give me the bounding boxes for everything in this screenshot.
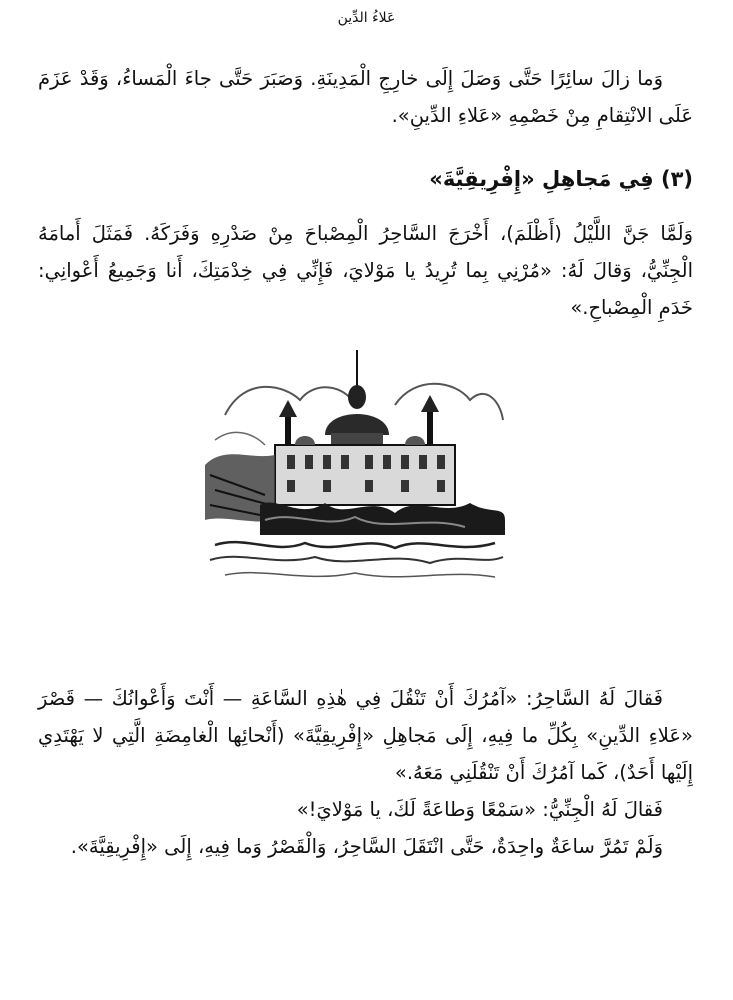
paragraph-sorcerer-command: فَقالَ لَهُ السَّاحِرُ: «آمُرُكَ أَنْ تَنْقُلَ فِي هٰذِهِ السَّاعَةِ — أَنْتَ وَأَعْوانُكَ — قَصْرَ «عَلاءِ الدِّينِ» بِكُلِّ ما فِيهِ، إِلَى مَجاهِلِ «إِفْرِيقِيَّةَ» (أَنْحائِها الْغامِضَةِ الَّتِي لا يَهْتَدِي إِلَيْها أَحَدٌ)، كَما آمُرُكَ أَنْ تَنْقُلَنِي مَعَهُ.»	[38, 687, 693, 784]
section-heading: (٣) فِي مَجاهِلِ «إِفْرِيقِيَّةَ»	[429, 167, 693, 191]
paragraph-genie-reply: فَقالَ لَهُ الْجِنِّيُّ: «سَمْعًا وَطاعَةً لَكَ، يا مَوْلايَ!»	[296, 798, 663, 821]
paragraph-genie-appears: وَلَمَّا جَنَّ اللَّيْلُ (أَظْلَمَ)، أَخْرَجَ السَّاحِرُ الْمِصْباحَ مِنْ صَدْرِهِ وَفَرَكَهُ. فَمَثَلَ أَمامَهُ الْجِنِّيُّ، وَقالَ لَهُ: «مُرْنِي بِما تُرِيدُ يا مَوْلايَ، فَإِنِّي فِي خِدْمَتِكَ، أَنا وَجَمِيعُ أَعْوانِي: خَدَمِ الْمِصْباحِ.»	[38, 222, 693, 319]
paragraph-opening: وَما زالَ سائِرًا حَتَّى وَصَلَ إِلَى خارِجِ الْمَدِينَةِ. وَصَبَرَ حَتَّى جاءَ الْمَساءُ، وَقَدْ عَزَمَ عَلَى الانْتِقامِ مِنْ خَصْمِهِ «عَلاءِ الدِّينِ».	[38, 67, 693, 127]
flying-palace-illustration	[205, 345, 505, 590]
running-title: عَلاءُ الدِّين	[337, 10, 396, 26]
paragraph-palace-moved: وَلَمْ تَمُرَّ ساعَةٌ واحِدَةٌ، حَتَّى انْتَقَلَ السَّاحِرُ، وَالْقَصْرُ وَما فِيهِ، إِلَى «إِفْرِيقِيَّةَ».	[70, 835, 663, 858]
